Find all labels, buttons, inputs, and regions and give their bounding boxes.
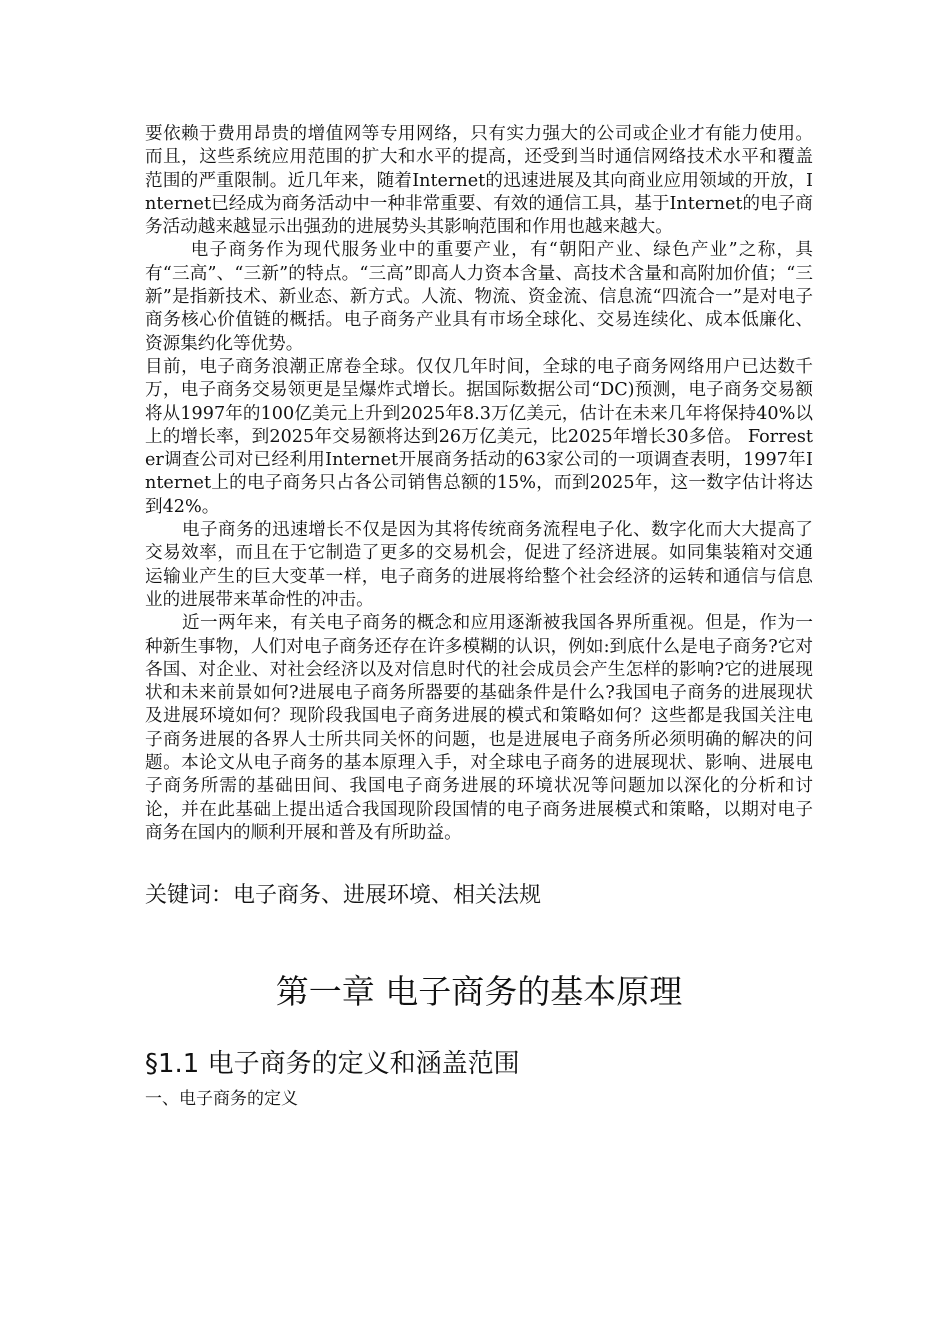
keywords-line: 关键词：电子商务、进展环境、相关法规 — [145, 883, 542, 909]
chapter-title: 第一章 电子商务的基本原理 — [275, 972, 683, 1012]
body-paragraph-3: 目前，电子商务浪潮正席卷全球。仅仅几年时间，全球的电子商务网络用户已达数千万，电子商务交易领更是呈爆炸式增长。据国际数据公司“DC)预测，电子商务交易额将从1997年的100亿美元上升到2025年8.3万亿美元，估计在未来几年将保持40%以上的增长率，到2025年交易额将达到26万亿美元，比2025年增长30多倍。 Forrester调查公司对已经利用Internet开展商务括动的63家公司的一项调查表明，1997年Internet上的电子商务只占各公司销售总额的15%，而到2025年，这一数字估计将达到42%。 — [145, 356, 813, 517]
document-page — [145, 123, 813, 1111]
body-paragraph-2: 电子商务作为现代服务业中的重要产业，有“朝阳产业、绿色产业”之称，具有“三高”、“三新”的特点。“三高”即高人力资本含量、高技术含量和高附加价值；“三新”是指新技术、新业态、新方式。人流、物流、资金流、信息流“四流合一”是对电子商务核心价值链的概括。电子商务产业具有市场全球化、交易连续化、成本低廉化、资源集约化等优势。 — [145, 240, 813, 354]
section-title: §1.1 电子商务的定义和涵盖范围 — [145, 1049, 520, 1080]
body-paragraph-4: 电子商务的迅速增长不仅是因为其将传统商务流程电子化、数字化而大大提高了交易效率，而且在于它制造了更多的交易机会，促进了经济进展。如同集装箱对交通运输业产生的巨大变革一样，电子商务的进展将给整个社会经济的运转和通信与信息业的进展带来革命性的冲击。 — [145, 520, 813, 610]
subsection-title: 一、电子商务的定义 — [145, 1089, 298, 1110]
body-paragraph-1: 要依赖于费用昂贵的增值网等专用网络，只有实力强大的公司或企业才有能力使用。而且，这些系统应用范围的扩大和水平的提高，还受到当时通信网络技术水平和覆盖范围的严重限制。近几年来，随着Internet的迅速进展及其向商业应用领域的开放，Internet已经成为商务活动中一种非常重要、有效的通信工具，基于Internet的电子商务活动越来越显示出强劲的进展势头其影响范围和作用也越来越大。 — [145, 124, 813, 238]
body-paragraph-5: 近一两年来，有关电子商务的概念和应用逐渐被我国各界所重视。但是，作为一种新生事物，人们对电子商务还存在许多模糊的认识，例如:到底什么是电子商务?它对各国、对企业、对社会经济以及对信息时代的社会成员会产生怎样的影响?它的进展现状和未来前景如何?进展电子商务所器要的基础条件是什么?我国电子商务的进展现状及进展环境如何？现阶段我国电子商务进展的模式和策略如何？这些都是我国关注电子商务进展的各界人士所共同关怀的问题，也是进展电子商务所必须明确的解决的问题。本论文从电子商务的基本原理入手，对全球电子商务的进展现状、影响、进展电子商务所需的基础田间、我国电子商务进展的环境状况等问题加以深化的分析和讨论，并在此基础上提出适合我国现阶段国情的电子商务进展模式和策略，以期对电子商务在国内的顺利开展和普及有所助益。 — [145, 613, 813, 843]
